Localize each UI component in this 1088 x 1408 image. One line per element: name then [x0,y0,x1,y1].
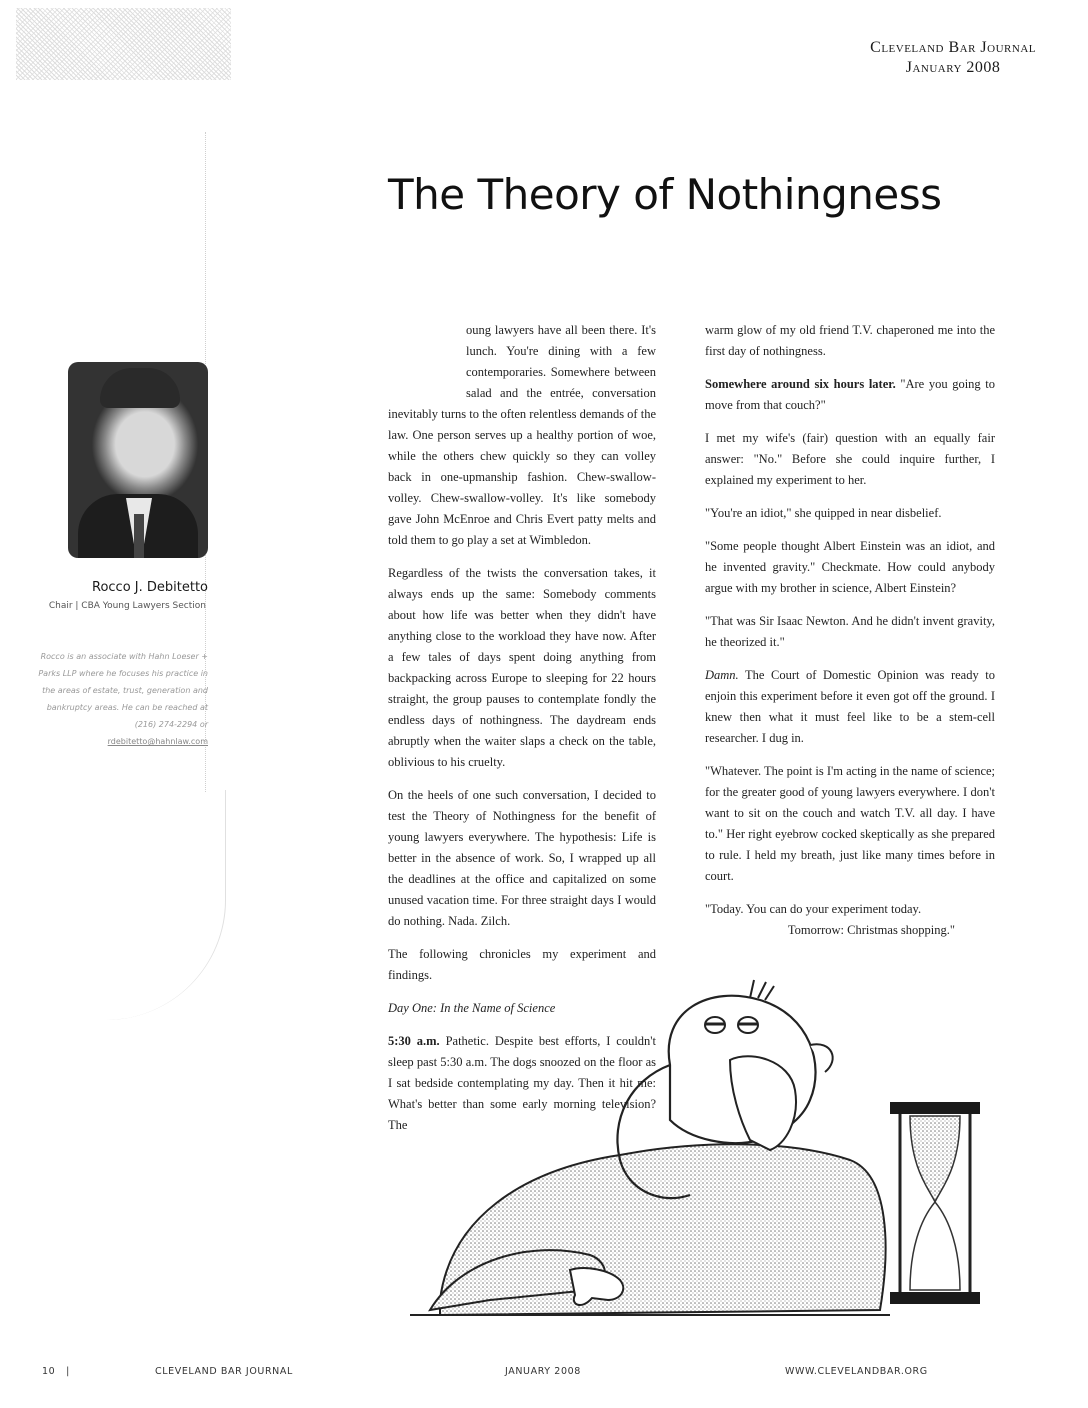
paragraph: "Today. You can do your experiment today. [705,902,922,916]
bored-man-illustration [370,970,1030,1330]
paragraph: 5:30 a.m. Pathetic. Despite best efforts, I couldn't sleep past 5:30 a.m. The dogs snoozed on the floor as I sat bedside contemplating my day. Then it hit me: What's better than some early morning television? The [388,1034,657,1132]
footer-publication: CLEVELAND BAR JOURNAL [155,1366,293,1377]
paragraph: oung lawyers have all been there. It's lunch. You're dining with a few contemporaries. Somewhere between salad and the entrée, conversation inevitably turns to the often relentless demands of the law. One person serves up a healthy portion of woe, while the others chew quickly so they can volley back in one-upmanship fashion. Chew-swallow-volley. Chew-swallow-volley. It's like somebody gave John McEnroe and Chris Evert patty melts and told them to go play a set at Wimbledon. [388,320,656,551]
author-photo [68,362,208,558]
author-role: Chair | CBA Young Lawyers Section [48,601,206,611]
author-email-link[interactable]: rdebitetto@hahnlaw.com [107,737,208,746]
journal-name: Cleveland Bar Journal [870,39,1036,56]
dropcap-placeholder [388,320,466,404]
footer-date: JANUARY 2008 [505,1366,581,1377]
paragraph: warm glow of my old friend T.V. chaperoned me into the first day of nothingness. [705,323,995,358]
paragraph: "You're an idiot," she quipped in near disbelief. [705,506,942,520]
section-heading: Day One: In the Name of Science [388,1001,556,1015]
paragraph: Somewhere around six hours later. "Are you going to move from that couch?" [705,377,995,412]
decorative-arc [40,790,226,1020]
footer-website-link[interactable]: WWW.CLEVELANDBAR.ORG [785,1366,928,1377]
paragraph: Damn. The Court of Domestic Opinion was ready to enjoin this experiment before it even got off the ground. I knew then what it must feel like to be a stem-cell researcher. I dug in. [705,668,995,745]
paragraph: Regardless of the twists the conversation takes, it always ends up the same: Somebody comments about how life was better when they didn't have anything close to the workload they have now. After a few tales of days spent doing anything from backpacking across Europe to sleeping for 22 hours straight, the group pauses to contemplate fondly the endless days of nothingness. The daydream ends abruptly when the waiter slaps a check on the table, oblivious to his cruelty. [388,566,656,769]
author-name: Rocco J. Debitetto [92,580,208,595]
article-column-2 [705,320,995,953]
paragraph: Tomorrow: Christmas shopping." [787,923,955,937]
page-header [870,38,1036,78]
paragraph: The following chronicles my experiment and findings. [388,947,656,982]
paragraph: "Some people thought Albert Einstein was an idiot, and he invented gravity." Checkmate. How could anybody argue with my brother in science, Albert Einstein? [705,539,995,595]
author-bio-text: Rocco is an associate with Hahn Loeser + Parks LLP where he focuses his practice in the areas of estate, trust, generation and bankruptcy areas. He can be reached at (216) 274-2294 or [38,652,208,729]
paragraph: I met my wife's (fair) question with an equally fair answer: "No." Before she could inquire further, I explained my experiment to her. [705,431,995,487]
author-bio [38,648,208,750]
paragraph: "That was Sir Isaac Newton. And he didn't invent gravity, he theorized it." [705,614,995,649]
page-number: 10 | [42,1366,70,1377]
paragraph: On the heels of one such conversation, I decided to test the Theory of Nothingness for the benefit of young lawyers everywhere. The hypothesis: Life is better in the absence of work. So, I wrapped up all the deadlines at the office and capitalized on some unused vacation time. For three straight days I would do nothing. Nada. Zilch. [388,788,656,928]
paragraph: "Whatever. The point is I'm acting in the name of science; for the greater good of young lawyers everywhere. I don't want to sit on the couch and watch T.V. all day. I have to." Her right eyebrow cocked skeptically as she prepared to rule. I held my breath, just like many times before in court. [705,764,996,883]
scan-noise [16,8,231,80]
article-title: The Theory of Nothingness [388,170,942,219]
issue-date: January 2008 [905,59,1001,76]
